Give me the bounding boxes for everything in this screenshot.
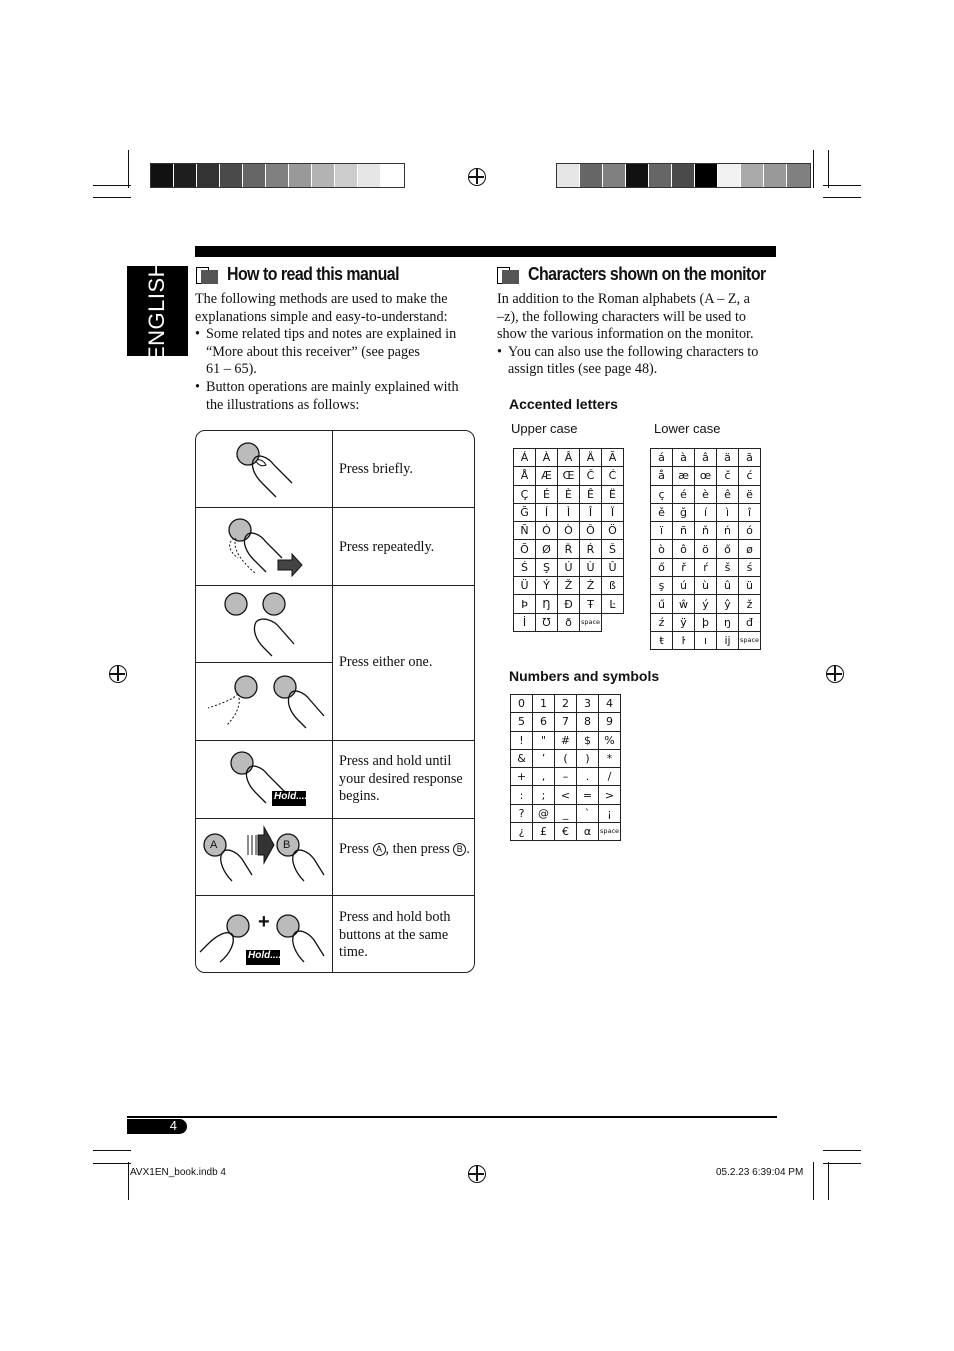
crop-mark (93, 1150, 131, 1151)
char-cell: Â (558, 449, 580, 467)
table-row (651, 613, 761, 631)
table-row (651, 631, 761, 649)
bullet-text: the illustrations as follows: (206, 396, 360, 413)
table-row (514, 503, 624, 521)
char-cell: Ã (602, 449, 624, 467)
char-cell: Õ (514, 540, 536, 558)
table-row (514, 558, 624, 576)
bullet-item (195, 379, 475, 414)
char-cell: ë (739, 485, 761, 503)
char-cell: Œ (558, 467, 580, 485)
char-cell: È (558, 485, 580, 503)
color-swatch (243, 164, 266, 187)
char-cell: ň (695, 522, 717, 540)
crop-mark (823, 1150, 861, 1151)
registration-mark-icon (109, 665, 127, 683)
table-row (511, 713, 621, 731)
char-cell: ń (717, 522, 739, 540)
char-cell: α (577, 823, 599, 841)
bullet-item (497, 344, 777, 379)
char-cell: < (555, 786, 577, 804)
char-cell: Æ (536, 467, 558, 485)
table-row (511, 786, 621, 804)
char-cell: " (533, 731, 555, 749)
char-cell: Ì (558, 503, 580, 521)
char-cell: Ë (602, 485, 624, 503)
char-cell: Ð (558, 595, 580, 613)
char-cell: ŵ (673, 595, 695, 613)
char-cell: Ò (558, 522, 580, 540)
char-cell: é (673, 485, 695, 503)
char-cell: % (599, 731, 621, 749)
char-cell: ě (651, 503, 673, 521)
char-cell: ) (577, 749, 599, 767)
illustration-label: Press repeatedly. (339, 539, 435, 555)
char-cell: ð (558, 613, 580, 631)
char-cell: – (555, 768, 577, 786)
color-swatch (312, 164, 335, 187)
button-a-label: A (210, 839, 218, 851)
char-cell: Ý (536, 577, 558, 595)
crop-mark (93, 1163, 131, 1164)
char-cell: ó (739, 522, 761, 540)
char-cell: space (599, 823, 621, 841)
table-row (511, 823, 621, 841)
table-row (514, 522, 624, 540)
char-cell: Š (602, 540, 624, 558)
color-calibration-strip-left (150, 163, 405, 188)
table-row (514, 595, 624, 613)
char-cell: Ö (602, 522, 624, 540)
char-cell: æ (673, 467, 695, 485)
color-swatch (695, 164, 718, 187)
plus-sign: + (258, 911, 270, 933)
char-cell: î (739, 503, 761, 521)
table-row (651, 503, 761, 521)
char-cell: ù (695, 577, 717, 595)
char-cell: space (580, 613, 602, 631)
char-cell: Û (602, 558, 624, 576)
table-row (514, 613, 624, 631)
char-cell: $ (577, 731, 599, 749)
char-cell: ü (739, 577, 761, 595)
char-cell: ú (673, 577, 695, 595)
label-text: Press (339, 841, 369, 857)
lower-case-table (650, 448, 761, 650)
label-line: buttons at the same (339, 926, 449, 943)
color-swatch (358, 164, 381, 187)
char-cell: Ù (580, 558, 602, 576)
char-cell: 1 (533, 695, 555, 713)
page-number: 4 (169, 1118, 177, 1133)
char-cell: Ê (580, 485, 602, 503)
bullet-text: • You can also use the following characters to (508, 343, 759, 360)
char-cell: , (533, 768, 555, 786)
char-cell: Ô (580, 522, 602, 540)
right-intro (497, 291, 777, 379)
char-cell: Í (536, 503, 558, 521)
label-line: Press and hold both (339, 909, 451, 925)
char-cell: Å (514, 467, 536, 485)
table-row (514, 540, 624, 558)
char-cell: ŷ (717, 595, 739, 613)
bullet-text: • Button operations are mainly explained with (206, 378, 459, 395)
char-cell: Ŧ (580, 595, 602, 613)
char-cell: ś (739, 558, 761, 576)
registration-mark-icon (468, 1165, 486, 1183)
char-cell: û (717, 577, 739, 595)
char-cell: # (555, 731, 577, 749)
char-cell: ¿ (511, 823, 533, 841)
char-cell: & (511, 749, 533, 767)
bullet-item (195, 326, 475, 379)
label-text: . (466, 841, 470, 857)
char-cell: 7 (555, 713, 577, 731)
crop-mark (93, 185, 131, 186)
char-cell: É (536, 485, 558, 503)
color-swatch (741, 164, 764, 187)
color-swatch (557, 164, 580, 187)
char-cell: Ä (580, 449, 602, 467)
char-cell: 2 (555, 695, 577, 713)
circled-a-icon: A (373, 843, 386, 856)
char-cell: ì (717, 503, 739, 521)
header-rule (195, 246, 776, 257)
char-cell: à (673, 449, 695, 467)
numbers-symbols-heading: Numbers and symbols (509, 668, 660, 684)
char-cell: ã (739, 449, 761, 467)
table-row (651, 467, 761, 485)
color-swatch (220, 164, 243, 187)
section-title-how-to-read: How to read this manual (227, 263, 400, 284)
table-row (651, 522, 761, 540)
crop-mark (823, 185, 861, 186)
illustration-label (339, 753, 474, 806)
char-cell: ű (651, 595, 673, 613)
illustration-label (339, 909, 474, 962)
char-cell: Ś (514, 558, 536, 576)
char-cell: Ş (536, 558, 558, 576)
char-cell: ı (695, 631, 717, 649)
press-a-then-b-icon (196, 819, 332, 895)
press-and-hold-both-icon (196, 896, 332, 973)
char-cell: ź (651, 613, 673, 631)
numbers-symbols-table (510, 694, 621, 841)
color-swatch (289, 164, 312, 187)
char-cell: * (599, 749, 621, 767)
char-cell: ÿ (673, 613, 695, 631)
char-cell: ê (717, 485, 739, 503)
table-row (511, 695, 621, 713)
color-swatch (787, 164, 810, 187)
table-row (651, 558, 761, 576)
intro-line: show the various information on the monitor. (497, 326, 754, 343)
char-cell: Ï (602, 503, 624, 521)
section-marker-icon (196, 267, 218, 284)
char-cell: Ř (558, 540, 580, 558)
circled-b-icon: B (453, 843, 466, 856)
color-swatch (603, 164, 626, 187)
registration-mark-icon (468, 168, 486, 186)
char-cell: á (651, 449, 673, 467)
label-line: begins. (339, 788, 380, 805)
char-cell: ŕ (695, 558, 717, 576)
char-cell: / (599, 768, 621, 786)
char-cell: Á (514, 449, 536, 467)
char-cell: Ú (558, 558, 580, 576)
bullet-text: 61 – 65). (206, 361, 257, 378)
char-cell: ? (511, 804, 533, 822)
char-cell: ŀ (673, 631, 695, 649)
char-cell: Ó (536, 522, 558, 540)
intro-text: The following methods are used to make the explanations simple and easy-to-understand: (195, 291, 448, 325)
char-cell: : (511, 786, 533, 804)
char-cell: ø (739, 540, 761, 558)
color-swatch (649, 164, 672, 187)
char-cell: € (555, 823, 577, 841)
table-row (651, 540, 761, 558)
crop-mark (93, 197, 131, 198)
char-cell: ŋ (717, 613, 739, 631)
table-row (651, 577, 761, 595)
char-cell: > (599, 786, 621, 804)
char-cell: ç (651, 485, 673, 503)
char-cell: . (577, 768, 599, 786)
table-row (514, 485, 624, 503)
label-line: your desired response (339, 770, 463, 787)
char-cell: ij (717, 631, 739, 649)
language-tab-label: ENGLISH (144, 260, 169, 362)
illustration-label: Press either one. (339, 654, 433, 670)
char-cell: Ŀ (602, 595, 624, 613)
char-cell: 6 (533, 713, 555, 731)
char-cell: Ć (602, 467, 624, 485)
table-row (511, 768, 621, 786)
intro-line: –z), the following characters will be used to (497, 308, 746, 325)
char-cell: ő (651, 558, 673, 576)
char-cell: Ñ (514, 522, 536, 540)
char-cell: Ø (536, 540, 558, 558)
char-cell: ş (651, 577, 673, 595)
char-cell: ő (717, 540, 739, 558)
accented-letters-heading: Accented letters (509, 396, 618, 412)
char-cell: £ (533, 823, 555, 841)
char-cell: ` (577, 804, 599, 822)
char-cell: Ŋ (536, 595, 558, 613)
page-number-tab (127, 1119, 187, 1134)
char-cell: ô (673, 540, 695, 558)
press-either-one-icon (196, 586, 332, 740)
label-line: Press and hold until (339, 753, 452, 769)
press-repeatedly-icon (196, 508, 332, 585)
table-row (511, 749, 621, 767)
char-cell: ï (651, 522, 673, 540)
char-cell: ( (555, 749, 577, 767)
char-cell: þ (695, 613, 717, 631)
char-cell: ß (602, 577, 624, 595)
color-swatch (151, 164, 174, 187)
intro-line: In addition to the Roman alphabets (A – Z, a (497, 291, 750, 307)
color-calibration-strip-right (556, 163, 811, 188)
char-cell: ¡ (599, 804, 621, 822)
print-timestamp: 05.2.23 6:39:04 PM (716, 1167, 804, 1178)
table-row (514, 449, 624, 467)
hold-tag: Hold.... (274, 791, 308, 802)
char-cell: ’ (533, 749, 555, 767)
char-cell: ř (673, 558, 695, 576)
color-swatch (266, 164, 289, 187)
button-b-label: B (283, 839, 291, 851)
upper-case-label: Upper case (511, 421, 578, 436)
char-cell: Č (580, 467, 602, 485)
char-cell: ò (651, 540, 673, 558)
char-cell: Ŕ (580, 540, 602, 558)
crop-mark (813, 1162, 814, 1200)
char-cell: = (577, 786, 599, 804)
table-row (511, 731, 621, 749)
color-swatch (580, 164, 603, 187)
bullet-text: • Some related tips and notes are explained in (206, 326, 457, 343)
char-cell: ñ (673, 522, 695, 540)
char-cell: ö (695, 540, 717, 558)
print-file-info: AVX1EN_book.indb 4 (130, 1167, 226, 1178)
char-cell: Ž (558, 577, 580, 595)
table-row (651, 485, 761, 503)
lower-case-label: Lower case (654, 421, 721, 436)
footer-rule (127, 1116, 777, 1118)
char-cell: _ (555, 804, 577, 822)
color-swatch (718, 164, 741, 187)
char-cell: Î (580, 503, 602, 521)
char-cell: í (695, 503, 717, 521)
color-swatch (335, 164, 358, 187)
char-cell: 5 (511, 713, 533, 731)
left-intro (195, 291, 475, 414)
crop-mark (813, 150, 814, 188)
crop-mark (128, 150, 129, 188)
press-briefly-icon (196, 431, 332, 507)
color-swatch (197, 164, 220, 187)
char-cell: č (717, 467, 739, 485)
char-cell: Ç (514, 485, 536, 503)
char-cell: œ (695, 467, 717, 485)
button-operation-illustrations (195, 430, 475, 973)
bullet-text: “More about this receiver” (see pages (206, 343, 420, 360)
char-cell: İ (514, 613, 536, 631)
color-swatch (381, 164, 404, 187)
char-cell: 8 (577, 713, 599, 731)
char-cell: ; (533, 786, 555, 804)
char-cell: ä (717, 449, 739, 467)
char-cell: 3 (577, 695, 599, 713)
crop-mark (128, 1162, 129, 1200)
color-swatch (174, 164, 197, 187)
press-and-hold-icon (196, 741, 332, 818)
illustration-label: Press briefly. (339, 461, 413, 477)
char-cell: Ʊ (536, 613, 558, 631)
char-cell: Ü (514, 577, 536, 595)
color-swatch (764, 164, 787, 187)
char-cell: ý (695, 595, 717, 613)
label-text: , then press (385, 841, 450, 857)
char-cell: ! (511, 731, 533, 749)
char-cell: ŧ (651, 631, 673, 649)
upper-case-table (513, 448, 624, 632)
table-row (511, 804, 621, 822)
illustration-label (339, 841, 474, 859)
char-cell: ğ (673, 503, 695, 521)
char-cell: đ (739, 613, 761, 631)
char-cell: 0 (511, 695, 533, 713)
char-cell: è (695, 485, 717, 503)
char-cell: ć (739, 467, 761, 485)
char-cell: š (717, 558, 739, 576)
char-cell: Ğ (514, 503, 536, 521)
char-cell: + (511, 768, 533, 786)
hold-tag: Hold.... (248, 950, 282, 961)
crop-mark (823, 197, 861, 198)
table-row (514, 467, 624, 485)
crop-mark (828, 1162, 829, 1200)
char-cell: Þ (514, 595, 536, 613)
section-title-characters: Characters shown on the monitor (528, 263, 766, 284)
char-cell: @ (533, 804, 555, 822)
char-cell: ž (739, 595, 761, 613)
table-row (651, 595, 761, 613)
color-swatch (626, 164, 649, 187)
char-cell: 4 (599, 695, 621, 713)
table-row (514, 577, 624, 595)
bullet-text: assign titles (see page 48). (508, 361, 658, 378)
char-cell: space (739, 631, 761, 649)
char-cell: â (695, 449, 717, 467)
crop-mark (828, 150, 829, 188)
language-tab (127, 260, 188, 362)
registration-mark-icon (826, 665, 844, 683)
label-line: time. (339, 944, 368, 961)
color-swatch (672, 164, 695, 187)
char-cell (602, 613, 624, 631)
char-cell: 9 (599, 713, 621, 731)
char-cell: å (651, 467, 673, 485)
section-marker-icon (497, 267, 519, 284)
char-cell: Ź (580, 577, 602, 595)
table-row (651, 449, 761, 467)
char-cell: À (536, 449, 558, 467)
